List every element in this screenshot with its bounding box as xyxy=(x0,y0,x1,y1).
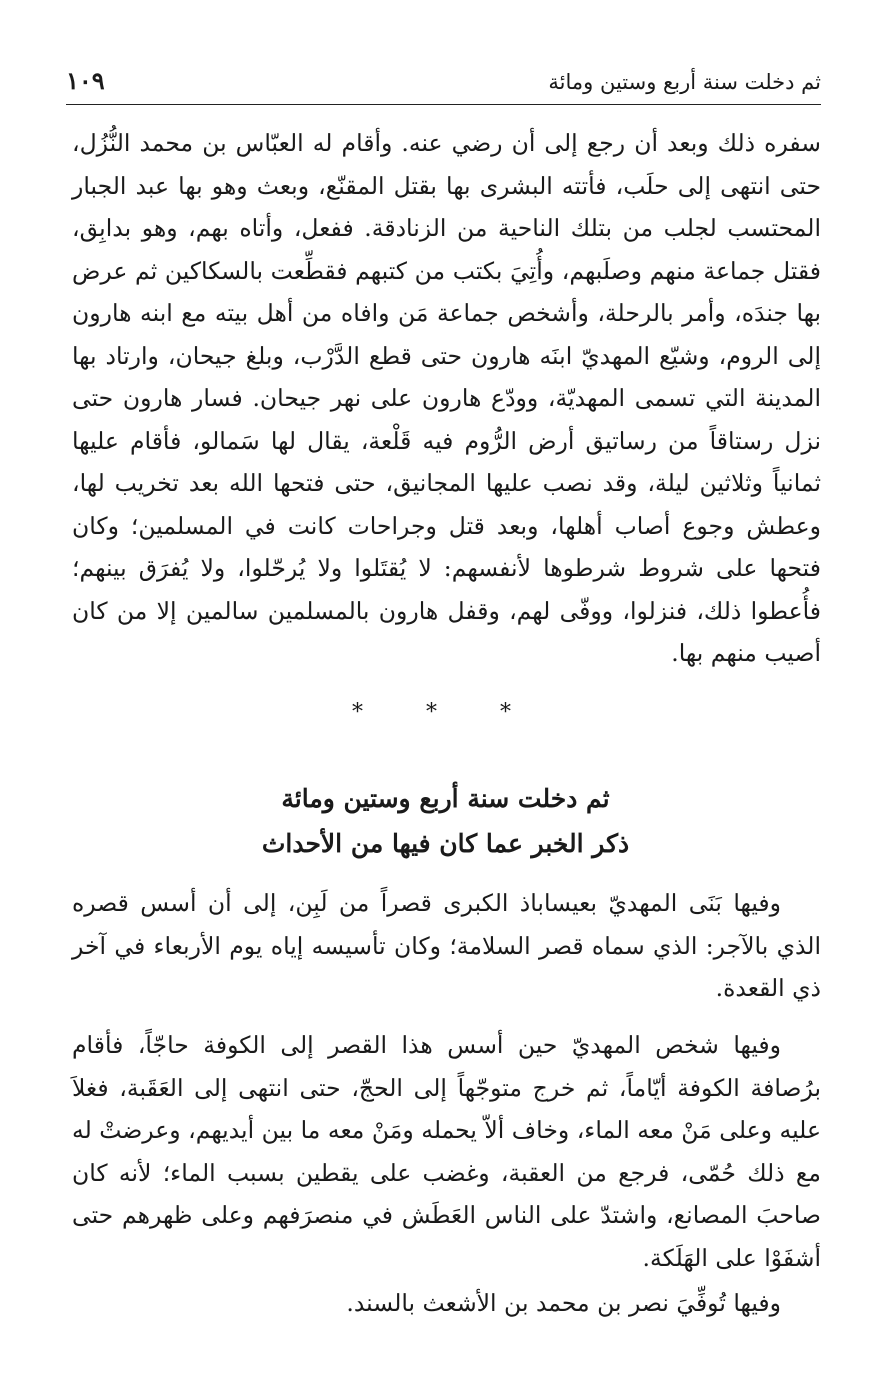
running-title: ثم دخلت سنة أربع وستين ومائة xyxy=(548,70,821,94)
paragraph-palace: وفيها بَنَى المهديّ بعيساباذ الكبرى قصراً من لَبِن، إلى أن أسس قصره الذي بالآجر: الذي سماه قصر السلامة؛ وكان تأسيسه إياه يوم الأربعاء في آخر ذي القعدة. xyxy=(72,889,821,1002)
paragraph-pilgrimage: وفيها شخص المهديّ حين أسس هذا القصر إلى الكوفة حاجّاً، فأقام برُصافة الكوفة أيّاماً، ثم خرج متوجّهاً إلى الحجّ، حتى انتهى إلى العَقَبة، فغلاَ عليه وعلى مَنْ معه الماء، وخاف ألاّ يحمله ومَنْ معه ما بين أيديهم، وعرضتْ له مع ذلك حُمّى، فرجع من العقبة، وغضب على يقطين بسبب الماء؛ لأنه كان صاحبَ المصانع، واشتدّ على الناس العَطَش في منصرَفهم وعلى ظهرهم حتى أشفَوْا على الهَلَكة. xyxy=(72,1031,821,1272)
running-header xyxy=(66,64,821,105)
continued-paragraph: سفره ذلك وبعد أن رجع إلى أن رضي عنه. وأقام له العبّاس بن محمد النُّزُل، حتى انتهى إلى حلَب، فأتته البشرى بها بقتل المقنّع، وبعث وهو بها عبد الجبار المحتسب لجلب من بتلك الناحية من الزنادقة. ففعل، وأتاه بهم، وهو بدابِق، فقتل جماعة منهم وصلَبهم، وأُتِيَ بكتب من كتبهم فقطِّعت بالسكاكين ثم عرض بها جندَه، وأمر بالرحلة، وأشخص جماعة مَن وافاه من أهل بيته مع ابنه هارون إلى الروم، وشيّع المهديّ ابنَه هارون حتى قطع الدَّرْب، وبلغ جيحان، وارتاد بها المدينة التي تسمى المهديّة، وودّع هارون على نهر جيحان. فسار هارون حتى نزل رستاقاً من رساتيق أرض الرُّوم فيه قَلْعة، يقال لها سَمالو، فأقام عليها ثمانياً وثلاثين ليلة، وقد نصب عليها المجانيق، حتى فتحها الله بعد تخريب لها، وعطش وجوع أصاب أهلها، وبعد قتل وجراحات كانت في المسلمين؛ وكان فتحها على شروط شرطوها لأنفسهم: لا يُقتَلوا ولا يُرحّلوا، ولا يُفرَق بينهم؛ فأُعطوا ذلك، فنزلوا، ووفّى لهم، وقفل هارون بالمسلمين سالمين إلا من كان أصيب منهم بها. xyxy=(72,129,821,667)
paragraph-death: وفيها تُوفِّيَ نصر بن محمد بن الأشعث بالسند. xyxy=(346,1289,781,1317)
section-separator: * * * xyxy=(352,700,539,725)
page-number: ١٠٩ xyxy=(66,66,105,95)
events-heading: ذكر الخبر عما كان فيها من الأحداث xyxy=(261,829,630,858)
year-heading: ثم دخلت سنة أربع وستين ومائة xyxy=(281,784,610,813)
